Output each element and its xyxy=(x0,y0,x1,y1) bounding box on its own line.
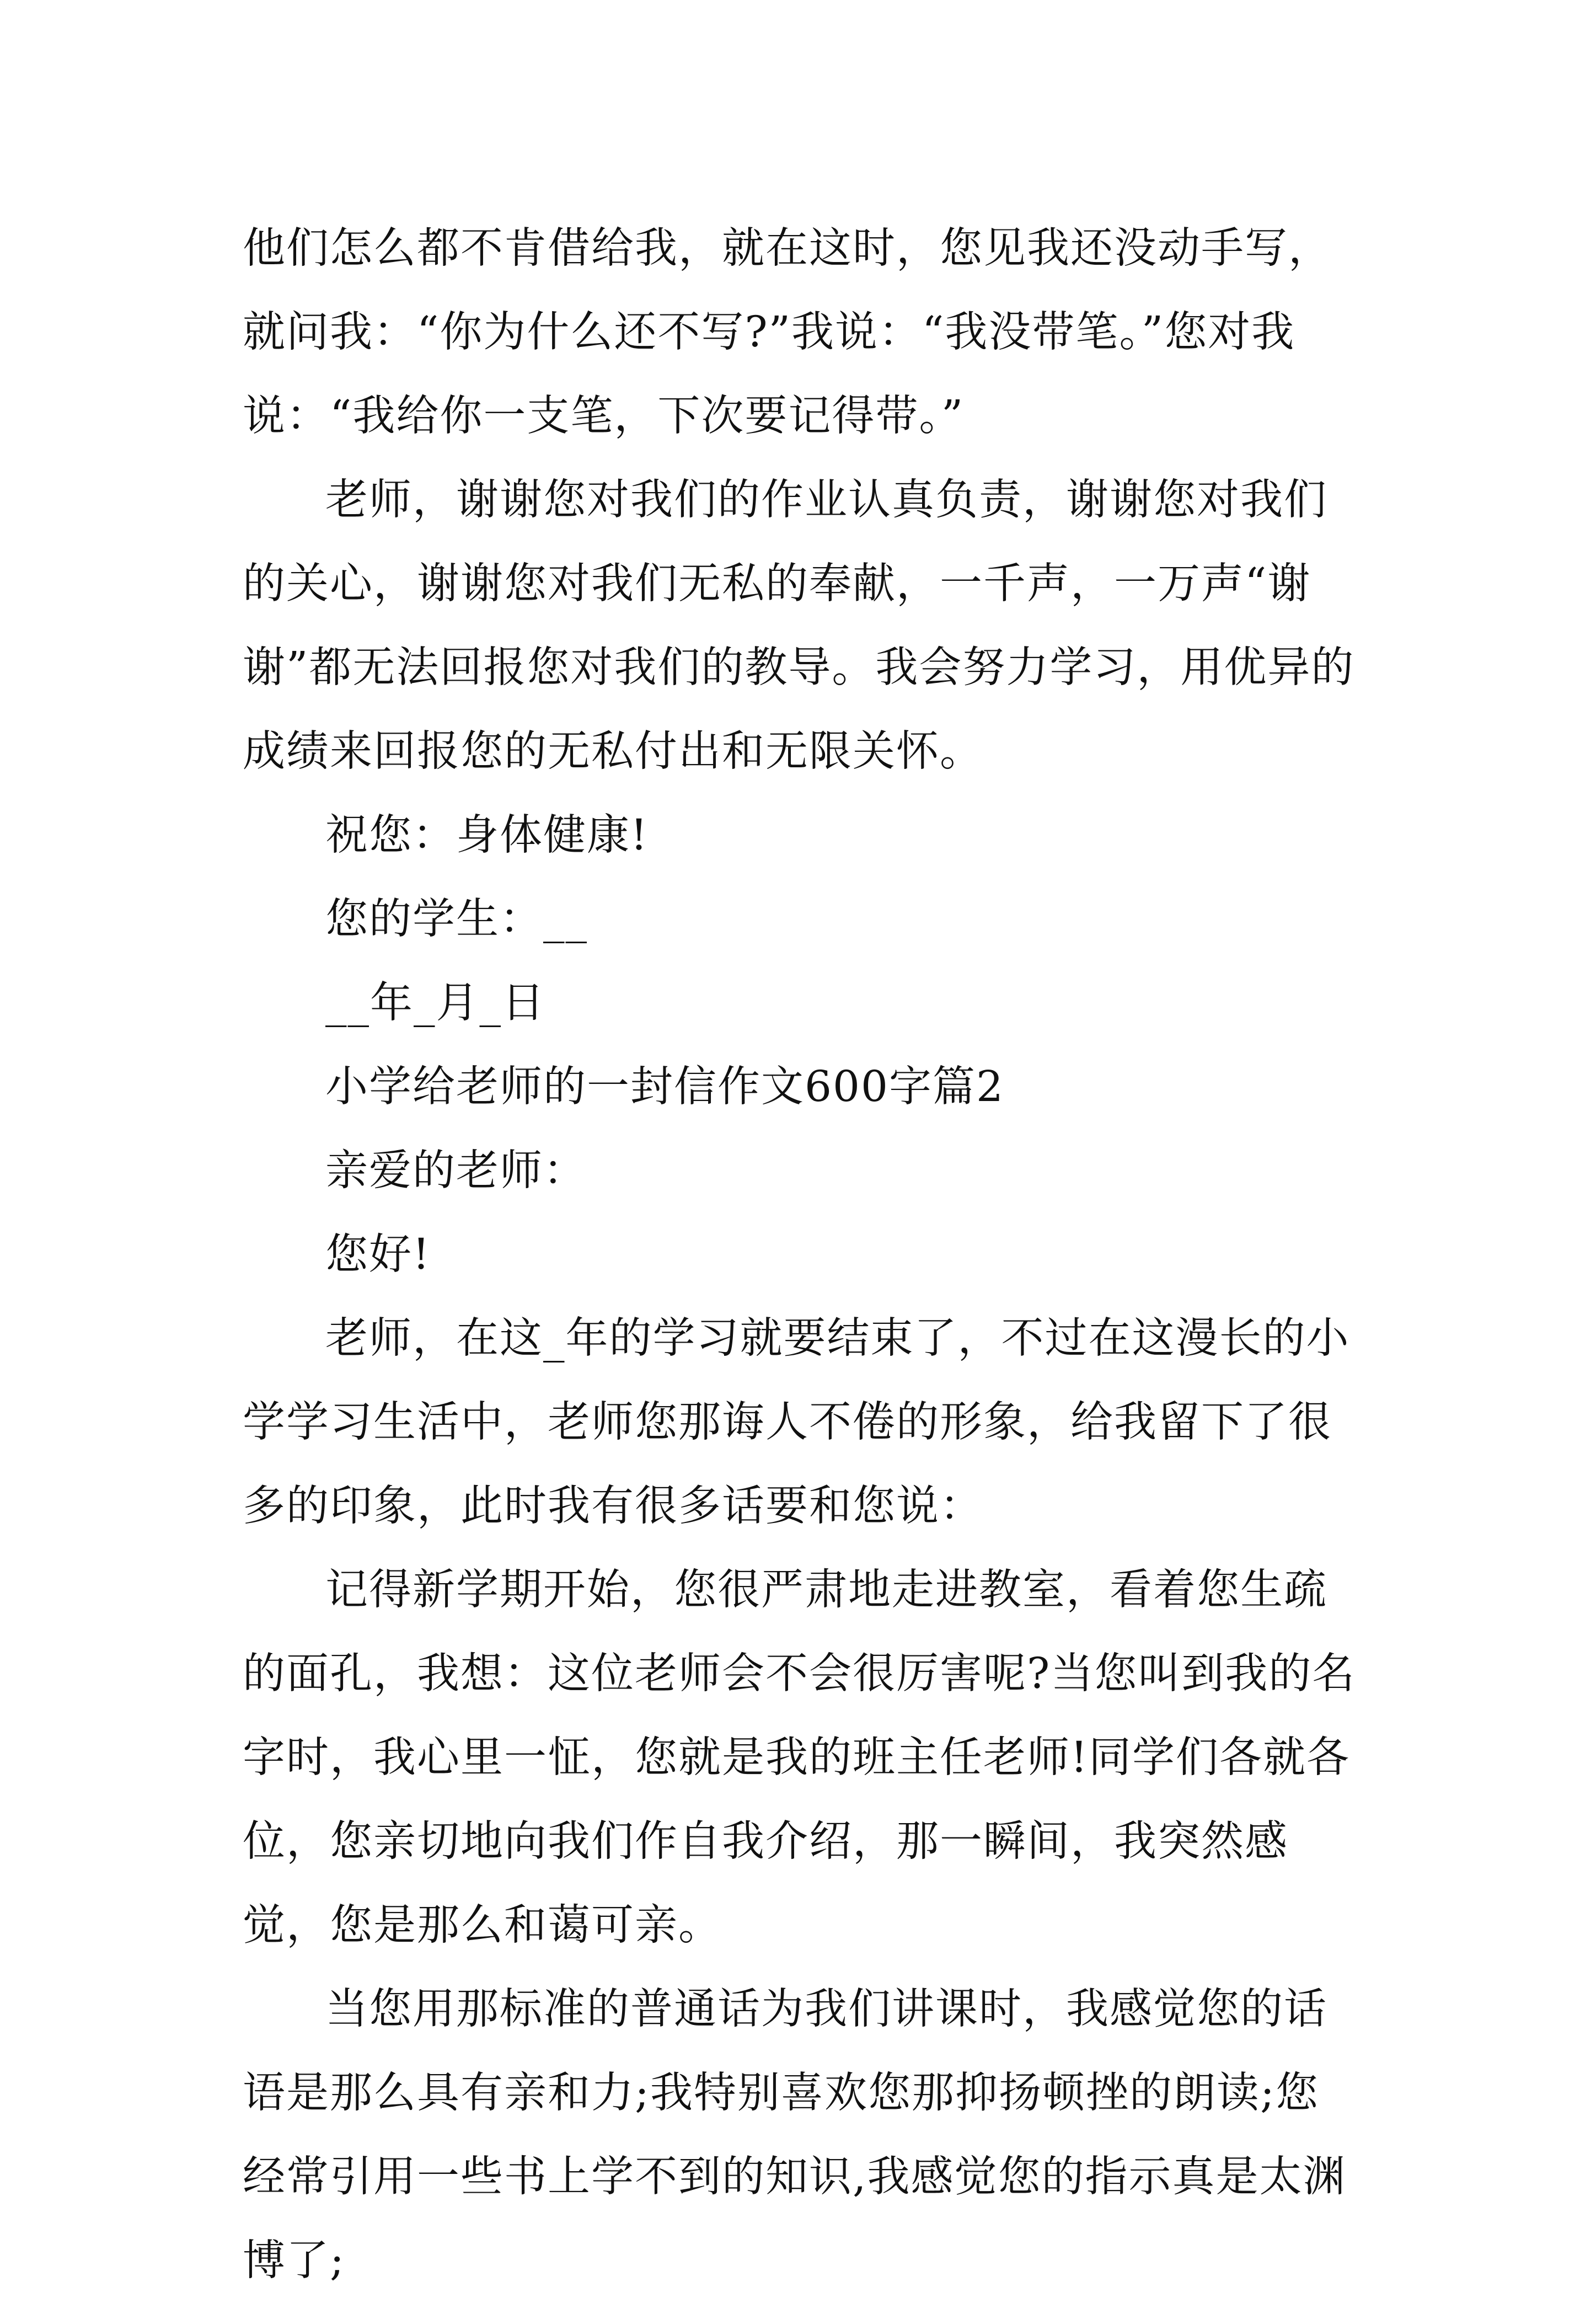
paragraph-lesson: 当您用那标准的普通话为我们讲课时，我感觉您的话语是那么具有亲和力;我特别喜欢您那抑扬顿挫的朗读;您经常引用一些书上学不到的知识,我感觉您的指示真是太渊博了; xyxy=(243,1985,1347,2285)
salutation: 亲爱的老师： xyxy=(325,1146,587,1195)
paragraph-2: 老师，谢谢您对我们的作业认真负责，谢谢您对我们的关心，谢谢您对我们无私的奉献，一千声，一万声“谢谢”都无法回报您对我们的教导。我会努力学习，用优异的成绩来回报您的无私付出和无限关怀。 xyxy=(243,475,1355,776)
date-line: __年_月_日 xyxy=(325,979,545,1028)
paragraph-memory: 记得新学期开始，您很严肃地走进教室，看着您生疏的面孔，我想：这位老师会不会很厉害呢?当您叫到我的名字时，我心里一怔，您就是我的班主任老师!同学们各就各位，您亲切地向我们作自我介绍，那一瞬间，我突然感觉，您是那么和蔼可亲。 xyxy=(243,1565,1356,1950)
section-title: 小学给老师的一封信作文600字篇2 xyxy=(325,1062,1004,1112)
paragraph-intro: 老师，在这_年的学习就要结束了，不过在这漫长的小学学习生活中，老师您那诲人不倦的形象，给我留下了很多的印象，此时我有很多话要和您说： xyxy=(243,1314,1350,1531)
greeting: 您好! xyxy=(325,1230,431,1279)
signature-line: 您的学生：__ xyxy=(325,895,588,944)
letter-body xyxy=(243,207,1357,2303)
paragraph-1: 他们怎么都不肯借给我，就在这时，您见我还没动手写，就问我：“你为什么还不写?”我说：“我没带笔。”您对我说：“我给你一支笔，下次要记得带。” xyxy=(243,224,1332,441)
closing-wish: 祝您：身体健康! xyxy=(325,811,649,860)
